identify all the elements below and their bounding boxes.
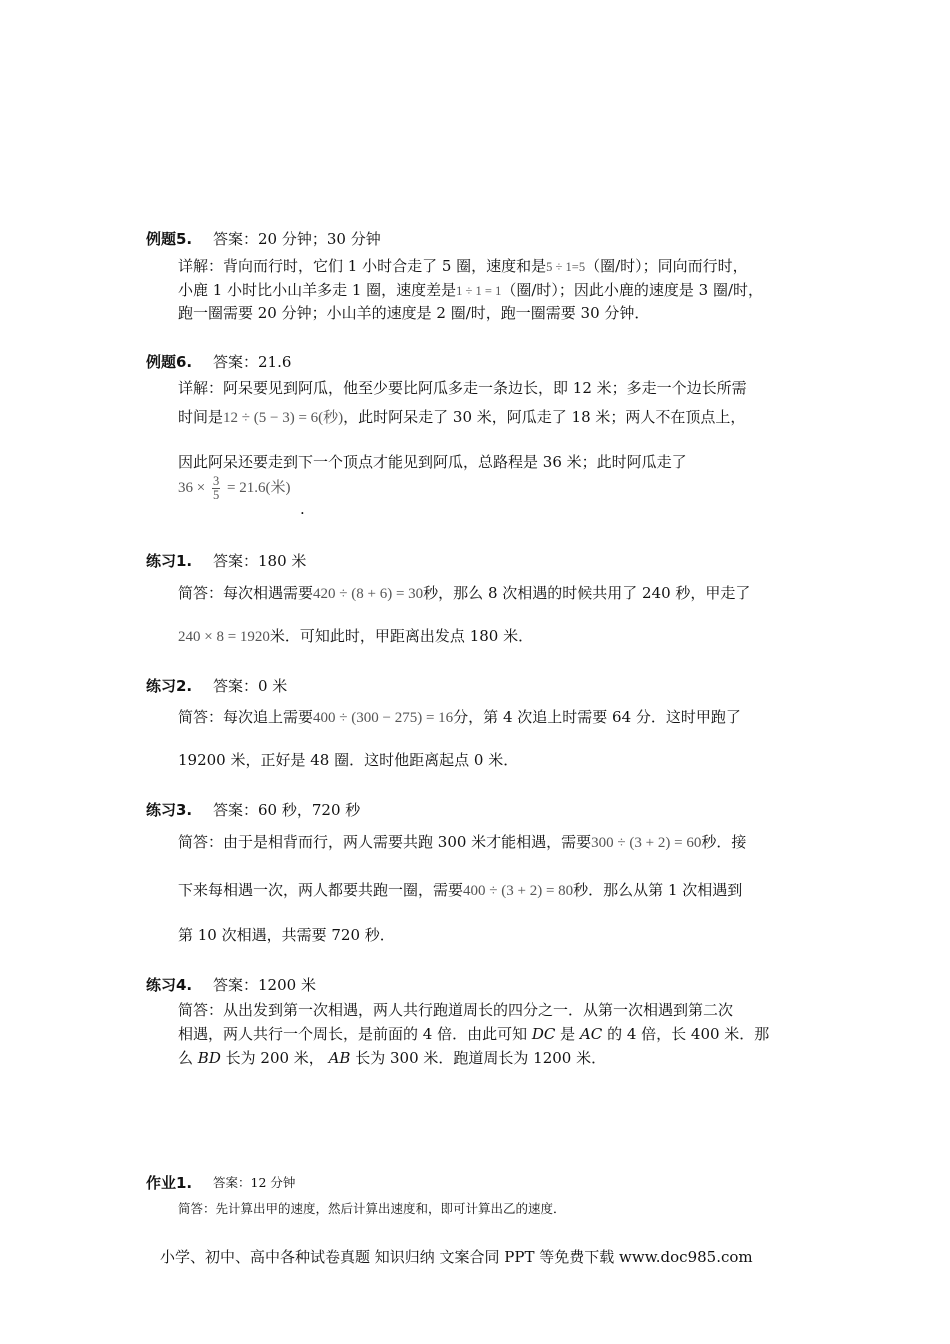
answer-text: 答案：0 米	[213, 677, 288, 695]
formula: 400 ÷ (3 + 2) = 80	[463, 883, 574, 899]
segment-ac: AC	[579, 1025, 603, 1043]
formula: 36 ×	[178, 480, 206, 496]
text-segment: （圈/时）；因此小鹿的速度是 3 圈/时，	[501, 281, 764, 299]
formula: 5 ÷ 1=5	[546, 260, 586, 274]
solution-line	[178, 625, 533, 646]
fraction-numerator: 3	[213, 474, 220, 488]
answer-text: 答案：1200 米	[213, 976, 316, 994]
solution-line: 简答：从出发到第一次相遇，两人共行跑道周长的四分之一．从第一次相遇到第二次	[178, 1001, 734, 1019]
solution-line	[178, 1023, 769, 1044]
formula: 300 ÷ (3 + 2) = 60	[591, 835, 702, 851]
text-segment: 小鹿 1 小时比小山羊多走 1 圈，速度差是	[178, 281, 457, 299]
text-segment: 是	[560, 1025, 576, 1043]
period: .	[300, 500, 305, 518]
answer-text: 答案：60 秒，720 秒	[213, 801, 361, 819]
text-segment: ，此时阿呆走了 30 米，阿瓜走了 18 米；两人不在顶点上，	[343, 408, 746, 426]
solution-line	[178, 255, 748, 276]
text-segment: 秒．接	[701, 833, 747, 851]
text-segment: 秒．那么从第 1 次相遇到	[573, 881, 743, 899]
section-label: 练习3.	[146, 801, 193, 819]
solution-line: 跑一圈需要 20 分钟；小山羊的速度是 2 圈/时，跑一圈需要 30 分钟．	[178, 304, 650, 322]
fraction-denominator: 5	[213, 487, 220, 502]
text-segment: 的 4 倍，长 400 米．那	[607, 1025, 770, 1043]
segment-ab: AB	[328, 1049, 351, 1067]
text-segment: 长为 300 米．跑道周长为 1200 米．	[355, 1049, 607, 1067]
section-label: 作业1.	[146, 1174, 193, 1192]
text-segment: 相遇，两人共行一个周长，是前面的 4 倍．由此可知	[178, 1025, 528, 1043]
section-label: 练习4.	[146, 976, 193, 994]
solution-line: 因此阿呆还要走到下一个顶点才能见到阿瓜，总路程是 36 米；此时阿瓜走了	[178, 453, 687, 471]
answer-text: 答案：21.6	[213, 353, 292, 371]
answer-text: 答案：20 分钟；30 分钟	[213, 230, 381, 248]
section-label: 练习2.	[146, 677, 193, 695]
footer-text: 小学、初中、高中各种试卷真题 知识归纳 文案合同 PPT 等免费下载 www.doc985.com	[160, 1248, 753, 1266]
section-label: 例题5.	[146, 230, 193, 248]
text-segment: 分，第 4 次追上时需要 64 分．这时甲跑了	[453, 708, 741, 726]
solution-line: 简答：先计算出甲的速度，然后计算出速度和，即可计算出乙的速度．	[178, 1201, 566, 1216]
text-segment: 米．可知此时，甲距离出发点 180 米．	[269, 627, 534, 645]
text-segment: 时间是	[178, 408, 224, 426]
solution-line	[178, 279, 763, 300]
solution-line	[178, 879, 742, 900]
formula: 12 ÷ (5 − 3) = 6(秒)	[223, 410, 344, 426]
text-segment: 详解：背向而行时，它们 1 小时合走了 5 圈，速度和是	[178, 257, 547, 275]
formula: 1 ÷ 1 = 1	[456, 284, 502, 298]
formula: 420 ÷ (8 + 6) = 30	[313, 586, 424, 602]
text-segment: 简答：由于是相背而行，两人需要共跑 300 米才能相遇，需要	[178, 833, 592, 851]
solution-line	[178, 831, 746, 852]
text-segment: 简答：每次追上需要	[178, 708, 314, 726]
text-segment: 么	[178, 1049, 194, 1067]
solution-line: 详解：阿呆要见到阿瓜，他至少要比阿瓜多走一条边长，即 12 米；多走一个边长所需	[178, 379, 747, 397]
solution-line: 第 10 次相遇，共需要 720 秒．	[178, 926, 395, 944]
text-segment: 秒，那么 8 次相遇的时候共用了 240 秒，甲走了	[423, 584, 751, 602]
solution-line	[178, 406, 745, 427]
formula: 400 ÷ (300 − 275) = 16	[313, 710, 454, 726]
answer-text: 答案：12 分钟	[213, 1175, 296, 1190]
text-segment: 长为 200 米，	[225, 1049, 324, 1067]
solution-line	[178, 1047, 606, 1068]
solution-line	[178, 706, 741, 727]
section-label: 例题6.	[146, 353, 193, 371]
formula: = 21.6(米)	[227, 480, 291, 496]
text-segment: 简答：每次相遇需要	[178, 584, 314, 602]
section-label: 练习1.	[146, 552, 193, 570]
solution-line	[178, 475, 290, 501]
solution-line: 19200 米，正好是 48 圈．这时他距离起点 0 米．	[178, 751, 519, 769]
segment-bd: BD	[197, 1049, 221, 1067]
segment-dc: DC	[531, 1025, 556, 1043]
answer-text: 答案：180 米	[213, 552, 307, 570]
text-segment: 下来每相遇一次，两人都要共跑一圈，需要	[178, 881, 464, 899]
fraction	[212, 475, 220, 501]
text-segment: （圈/时）；同向而行时，	[585, 257, 748, 275]
solution-line	[178, 582, 750, 603]
formula: 240 × 8 = 1920	[178, 629, 270, 645]
